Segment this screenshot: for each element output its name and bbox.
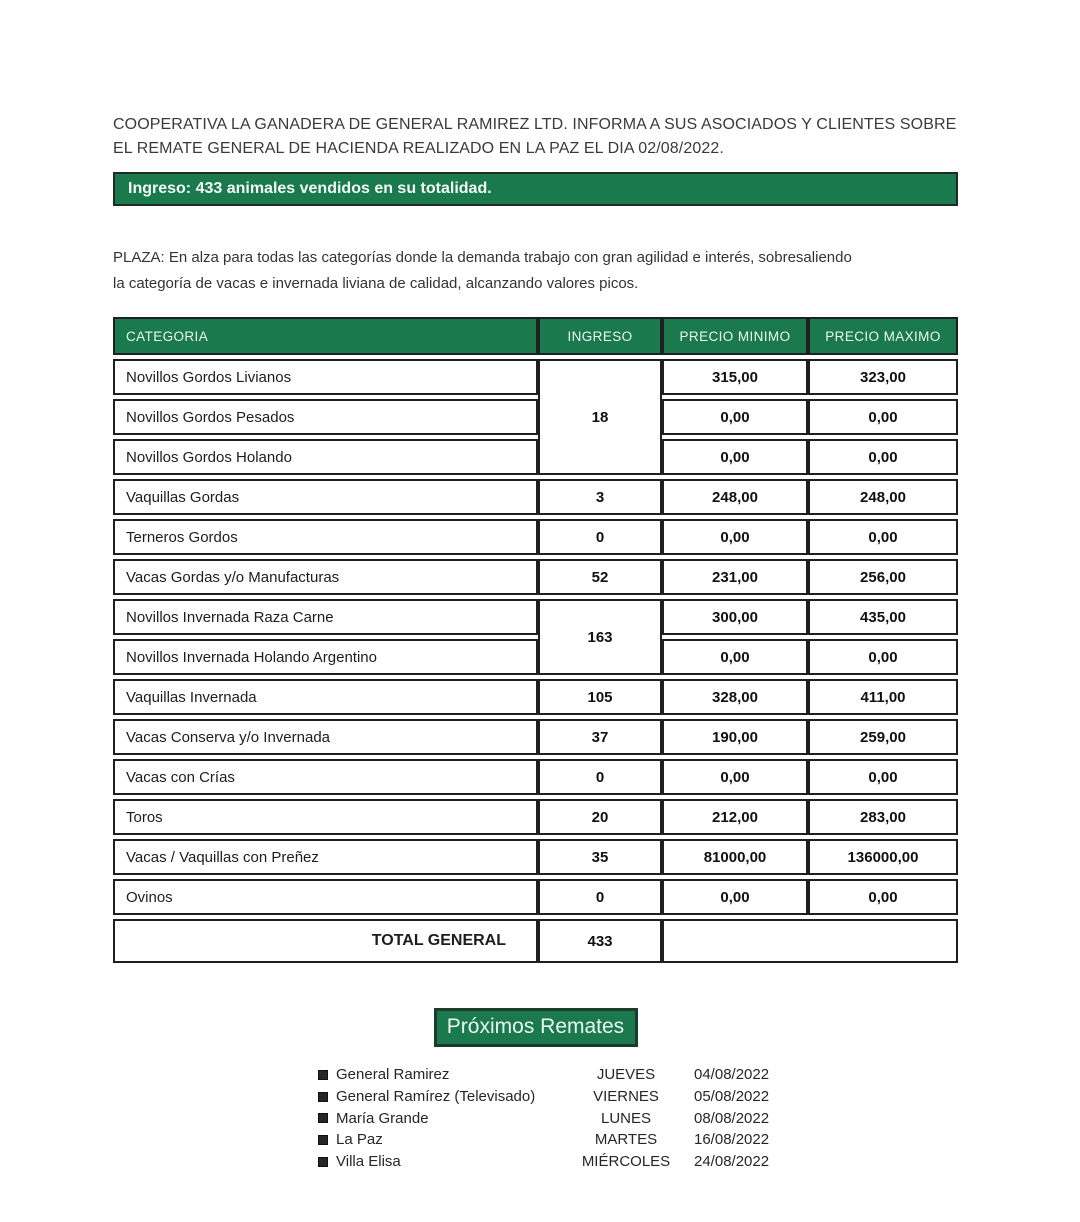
precio-maximo-cell: 0,00 bbox=[808, 759, 958, 795]
event-day: MIÉRCOLES bbox=[581, 1153, 671, 1171]
precio-minimo-cell: 0,00 bbox=[662, 439, 808, 475]
table-row bbox=[113, 359, 958, 395]
intro-line-1: COOPERATIVA LA GANADERA DE GENERAL RAMIREZ LTD. INFORMA A SUS ASOCIADOS Y CLIENTES SOBRE bbox=[113, 116, 957, 133]
table-row bbox=[113, 759, 958, 795]
precio-minimo-cell: 248,00 bbox=[662, 479, 808, 515]
event-place-label: María Grande bbox=[336, 1109, 429, 1127]
precio-maximo-cell: 0,00 bbox=[808, 639, 958, 675]
categoria-cell: Novillos Gordos Livianos bbox=[113, 359, 538, 395]
precio-maximo-cell: 283,00 bbox=[808, 799, 958, 835]
precio-minimo-cell: 190,00 bbox=[662, 719, 808, 755]
remates-list bbox=[318, 1064, 798, 1172]
table-row bbox=[113, 519, 958, 555]
precio-maximo-cell: 256,00 bbox=[808, 559, 958, 595]
precio-maximo-cell: 411,00 bbox=[808, 679, 958, 715]
list-item bbox=[318, 1129, 798, 1151]
precio-minimo-cell: 315,00 bbox=[662, 359, 808, 395]
intro-line-2: EL REMATE GENERAL DE HACIENDA REALIZADO EN LA PAZ EL DIA 02/08/2022. bbox=[113, 140, 724, 157]
categoria-cell: Novillos Invernada Holando Argentino bbox=[113, 639, 538, 675]
ingreso-cell: 52 bbox=[538, 559, 662, 595]
table-header-row bbox=[113, 317, 958, 355]
ingreso-cell: 163 bbox=[538, 599, 662, 675]
plaza-text bbox=[113, 245, 958, 297]
event-date: 16/08/2022 bbox=[694, 1131, 770, 1149]
table-row bbox=[113, 439, 958, 475]
precio-maximo-cell: 0,00 bbox=[808, 399, 958, 435]
event-date: 08/08/2022 bbox=[694, 1109, 770, 1127]
event-day: MARTES bbox=[594, 1131, 658, 1149]
table-row bbox=[113, 399, 958, 435]
total-label-cell: TOTAL GENERAL bbox=[113, 919, 538, 963]
table-row bbox=[113, 599, 958, 635]
table-row bbox=[113, 879, 958, 915]
plaza-line-1: PLAZA: En alza para todas las categorías donde la demanda trabajo con gran agilidad e interés, sobresaliendo bbox=[113, 249, 852, 266]
table-row bbox=[113, 839, 958, 875]
event-place bbox=[318, 1153, 570, 1170]
square-bullet-icon bbox=[318, 1092, 328, 1102]
table-row bbox=[113, 479, 958, 515]
column-header-categoria: CATEGORIA bbox=[113, 317, 538, 355]
categoria-cell: Toros bbox=[113, 799, 538, 835]
event-date: 04/08/2022 bbox=[694, 1066, 770, 1084]
precio-maximo-cell: 0,00 bbox=[808, 439, 958, 475]
categoria-cell: Vaquillas Invernada bbox=[113, 679, 538, 715]
categoria-cell: Vacas con Crías bbox=[113, 759, 538, 795]
precio-minimo-cell: 0,00 bbox=[662, 879, 808, 915]
list-item bbox=[318, 1064, 798, 1086]
event-day: VIERNES bbox=[593, 1088, 659, 1106]
ingreso-banner: Ingreso: 433 animales vendidos en su totalidad. bbox=[113, 172, 958, 206]
intro-text bbox=[113, 113, 958, 161]
table-row bbox=[113, 559, 958, 595]
square-bullet-icon bbox=[318, 1113, 328, 1123]
ingreso-cell: 0 bbox=[538, 759, 662, 795]
event-place bbox=[318, 1110, 570, 1127]
precio-maximo-cell: 259,00 bbox=[808, 719, 958, 755]
total-green-cell bbox=[662, 919, 958, 963]
ingreso-cell: 0 bbox=[538, 519, 662, 555]
precio-minimo-cell: 212,00 bbox=[662, 799, 808, 835]
precio-minimo-cell: 328,00 bbox=[662, 679, 808, 715]
column-header-precio-minimo: PRECIO MINIMO bbox=[662, 317, 808, 355]
document-page bbox=[113, 113, 958, 1172]
categoria-cell: Novillos Invernada Raza Carne bbox=[113, 599, 538, 635]
price-table bbox=[113, 313, 958, 967]
event-date: 05/08/2022 bbox=[694, 1088, 770, 1106]
ingreso-cell: 35 bbox=[538, 839, 662, 875]
event-place bbox=[318, 1088, 570, 1105]
column-header-precio-maximo: PRECIO MAXIMO bbox=[808, 317, 958, 355]
square-bullet-icon bbox=[318, 1157, 328, 1167]
table-row bbox=[113, 679, 958, 715]
list-item bbox=[318, 1107, 798, 1129]
table-row bbox=[113, 799, 958, 835]
ingreso-cell: 3 bbox=[538, 479, 662, 515]
table-row bbox=[113, 639, 958, 675]
column-header-ingreso: INGRESO bbox=[538, 317, 662, 355]
event-place-label: General Ramirez bbox=[336, 1066, 450, 1084]
ingreso-cell: 37 bbox=[538, 719, 662, 755]
categoria-cell: Vaquillas Gordas bbox=[113, 479, 538, 515]
proximos-remates-title: Próximos Remates bbox=[434, 1008, 638, 1047]
event-date: 24/08/2022 bbox=[694, 1153, 770, 1171]
precio-minimo-cell: 231,00 bbox=[662, 559, 808, 595]
precio-minimo-cell: 0,00 bbox=[662, 639, 808, 675]
table-row bbox=[113, 719, 958, 755]
categoria-cell: Novillos Gordos Pesados bbox=[113, 399, 538, 435]
precio-minimo-cell: 0,00 bbox=[662, 399, 808, 435]
categoria-cell: Vacas Gordas y/o Manufacturas bbox=[113, 559, 538, 595]
event-place bbox=[318, 1131, 570, 1148]
categoria-cell: Novillos Gordos Holando bbox=[113, 439, 538, 475]
precio-maximo-cell: 0,00 bbox=[808, 519, 958, 555]
event-day: JUEVES bbox=[596, 1066, 656, 1084]
categoria-cell: Vacas / Vaquillas con Preñez bbox=[113, 839, 538, 875]
precio-maximo-cell: 0,00 bbox=[808, 879, 958, 915]
event-place bbox=[318, 1066, 570, 1083]
precio-minimo-cell: 300,00 bbox=[662, 599, 808, 635]
plaza-line-2: la categoría de vacas e invernada liviana de calidad, alcanzando valores picos. bbox=[113, 275, 639, 292]
categoria-cell: Ovinos bbox=[113, 879, 538, 915]
precio-minimo-cell: 0,00 bbox=[662, 759, 808, 795]
categoria-cell: Vacas Conserva y/o Invernada bbox=[113, 719, 538, 755]
precio-maximo-cell: 323,00 bbox=[808, 359, 958, 395]
total-ingreso-cell: 433 bbox=[538, 919, 662, 963]
event-place-label: General Ramírez (Televisado) bbox=[336, 1088, 536, 1106]
ingreso-cell: 105 bbox=[538, 679, 662, 715]
precio-maximo-cell: 435,00 bbox=[808, 599, 958, 635]
ingreso-cell: 20 bbox=[538, 799, 662, 835]
ingreso-cell: 18 bbox=[538, 359, 662, 475]
square-bullet-icon bbox=[318, 1135, 328, 1145]
precio-minimo-cell: 0,00 bbox=[662, 519, 808, 555]
categoria-cell: Terneros Gordos bbox=[113, 519, 538, 555]
ingreso-cell: 0 bbox=[538, 879, 662, 915]
event-day: LUNES bbox=[600, 1109, 652, 1127]
event-place-label: Villa Elisa bbox=[336, 1153, 401, 1171]
list-item bbox=[318, 1151, 798, 1173]
precio-maximo-cell: 136000,00 bbox=[808, 839, 958, 875]
square-bullet-icon bbox=[318, 1070, 328, 1080]
precio-maximo-cell: 248,00 bbox=[808, 479, 958, 515]
total-row bbox=[113, 919, 958, 963]
list-item bbox=[318, 1086, 798, 1108]
precio-minimo-cell: 81000,00 bbox=[662, 839, 808, 875]
price-table-body bbox=[113, 359, 958, 915]
event-place-label: La Paz bbox=[336, 1131, 383, 1149]
